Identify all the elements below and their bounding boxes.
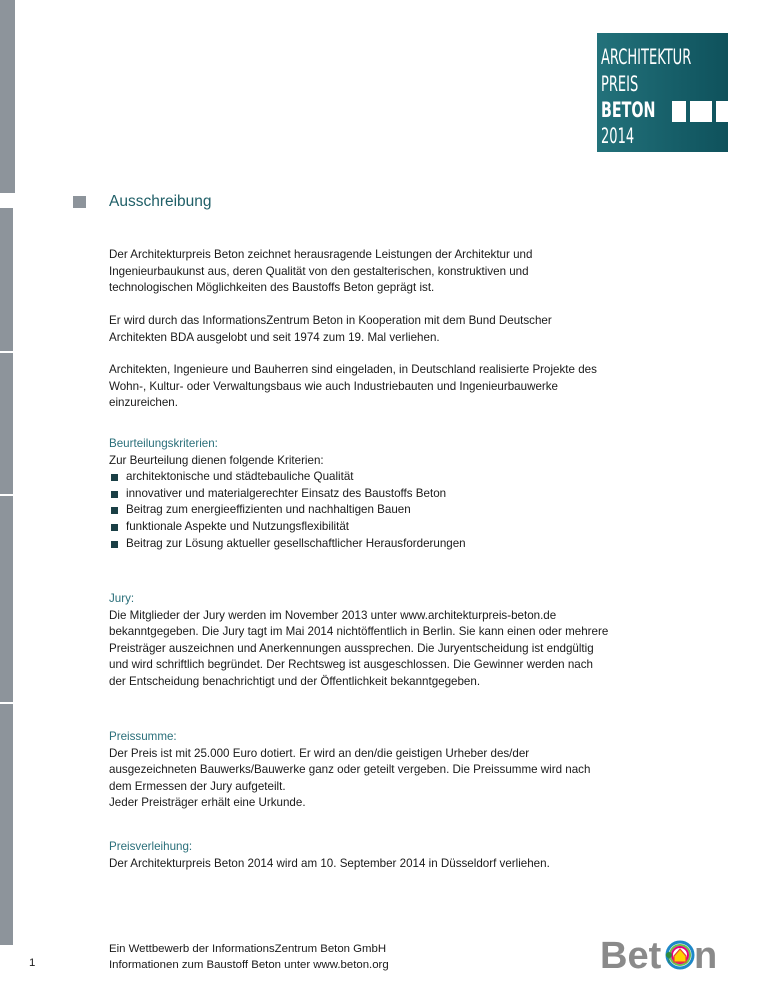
page-number: 1: [29, 957, 36, 969]
sidebar-tab: [0, 704, 13, 945]
criteria-item: Beitrag zur Lösung aktueller gesellschaftlicher Herausforderungen: [109, 536, 609, 553]
intro-text-3: Architekten, Ingenieure und Bauherren sind eingeladen, in Deutschland realisierte Projekte des Wohn-, Kultur- oder Verwaltungsbaus wie auch Industriebauten und Ingenieurbauwerke einzureichen.: [109, 363, 597, 410]
logo-line-2: PREIS: [601, 72, 639, 96]
jury-section: [109, 591, 609, 691]
jury-text: Die Mitglieder der Jury werden im November 2013 unter www.architekturpreis-beton.de bekanntgegeben. Die Jury tagt im Mai 2014 nichtöffentlich in Berlin. Sie kann einen oder mehrere Preisträger auszeichnen und Anerkennungen aussprechen. Die Juryentscheidung ist endgültig und wird schriftlich begründet. Der Rechtsweg ist ausgeschlossen. Die Gewinner werden nach der Entscheidung benachrichtigt und der Öffentlichkeit bekanntgegeben.: [109, 608, 609, 688]
intro-paragraph: [109, 247, 609, 297]
jury-heading: Jury:: [109, 592, 135, 605]
prize-text: Der Preis ist mit 25.000 Euro dotiert. Er wird an den/die geistigen Urheber des/der ausgezeichneten Bauwerks/Bauwerke ganz oder geteilt vergeben. Die Preissumme wird nach dem Ermessen der Jury aufgeteilt.: [109, 746, 591, 793]
beton-logo-text-left: Bet: [600, 935, 662, 974]
criteria-item: innovativer und materialgerechter Einsatz des Baustoffs Beton: [109, 486, 609, 503]
ceremony-section: [109, 839, 609, 872]
intro-text-2: Er wird durch das InformationsZentrum Beton in Kooperation mit dem Bund Deutscher Architekten BDA ausgelobt und seit 1974 zum 19. Mal verliehen.: [109, 314, 552, 344]
logo-block: [690, 101, 712, 122]
criteria-item: funktionale Aspekte und Nutzungsflexibilität: [109, 519, 609, 536]
sidebar-tab: [0, 0, 15, 193]
criteria-section: [109, 436, 609, 552]
criteria-heading: Beurteilungskriterien:: [109, 437, 218, 450]
architekturpreis-logo: [597, 33, 728, 152]
logo-line-1: ARCHITEKTUR: [601, 45, 692, 69]
heading-square-icon: [73, 196, 86, 208]
criteria-item: architektonische und städtebauliche Qualität: [109, 469, 609, 486]
footer-line-2: Informationen zum Baustoff Beton unter www.beton.org: [109, 959, 389, 971]
prize-section: [109, 729, 609, 812]
footer-line-1: Ein Wettbewerb der InformationsZentrum Beton GmbH: [109, 943, 387, 955]
footer-text: [109, 941, 389, 973]
intro-paragraph: [109, 313, 609, 346]
ceremony-heading: Preisverleihung:: [109, 840, 193, 853]
house-circle-icon: [666, 942, 693, 968]
ceremony-text: Der Architekturpreis Beton 2014 wird am 10. September 2014 in Düsseldorf verliehen.: [109, 856, 550, 870]
sidebar-tab: [0, 208, 13, 351]
logo-line-3: BETON: [601, 98, 656, 122]
criteria-lead: Zur Beurteilung dienen folgende Kriterien:: [109, 453, 324, 467]
page-title: Ausschreibung: [109, 193, 212, 210]
sidebar-tab: [0, 353, 13, 494]
beton-logo-text-right: n: [694, 935, 718, 974]
criteria-item: Beitrag zum energieeffizienten und nachhaltigen Bauen: [109, 502, 609, 519]
intro-text-1: Der Architekturpreis Beton zeichnet herausragende Leistungen der Architektur und Ingenieurbaukunst aus, deren Qualität von den gestalterischen, konstruktiven und technologischen Möglichkeiten des Baustoffs Beton geprägt ist.: [109, 248, 533, 295]
logo-block: [716, 101, 728, 122]
beton-logo: [600, 934, 730, 974]
prize-text-2: Jeder Preisträger erhält eine Urkunde.: [109, 796, 306, 810]
sidebar-tab: [0, 496, 13, 702]
criteria-list: [109, 469, 609, 552]
prize-heading: Preissumme:: [109, 730, 177, 743]
logo-line-4: 2014: [601, 124, 635, 148]
logo-block: [672, 101, 686, 122]
intro-paragraph: [109, 362, 609, 412]
